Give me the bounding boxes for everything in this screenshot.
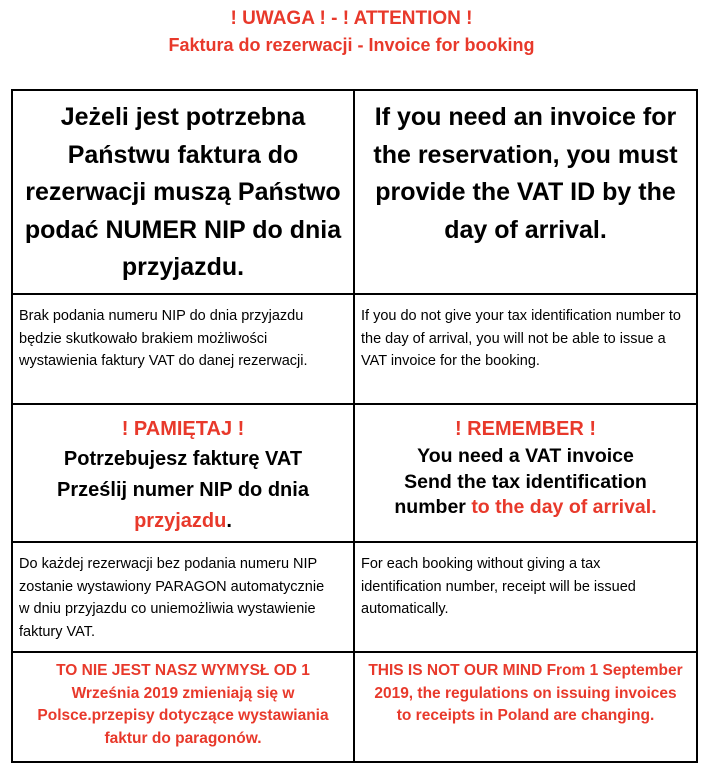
- cell-footer-pl: [12, 652, 354, 762]
- remember-line1-en: You need a VAT invoice: [417, 445, 634, 467]
- notice-subtitle: Faktura do rezerwacji - Invoice for booking: [168, 35, 535, 55]
- cell-remember-en: [354, 404, 697, 542]
- remember-block-en: [355, 405, 696, 521]
- detail-text-pl: Brak podania numeru NIP do dnia przyjazdu będzie skutkowało brakiem możliwości wystawienia faktury VAT do danej rezerwacji.: [19, 308, 308, 369]
- remember-heading-en: ! REMEMBER !: [454, 418, 597, 440]
- table-row: [12, 542, 697, 652]
- main-notice-pl: Jeżeli jest potrzebna Państwu faktura do rezerwacji muszą Państwo podać NUMER NIP do dnia przyjazdu.: [24, 103, 342, 281]
- detail-text-en: If you do not give your tax identification number to the day of arrival, you will not be able to issue a VAT invoice for the booking.: [361, 308, 681, 369]
- cell-receipt-pl: [12, 542, 354, 652]
- main-notice-en: If you need an invoice for the reservation, you must provide the VAT ID by the day of arrival.: [373, 103, 678, 244]
- table-row: [12, 652, 697, 762]
- receipt-text-pl: Do każdej rezerwacji bez podania numeru NIP zostanie wystawiony PARAGON automatycznie w dniu przyjazdu co uniemożliwia wystawienie faktury VAT.: [19, 556, 325, 640]
- cell-main-pl: [12, 90, 354, 294]
- remember-line3-en: [355, 495, 696, 521]
- remember-period-pl: .: [226, 510, 232, 532]
- remember-line1-pl: Potrzebujesz fakturę VAT: [63, 448, 303, 470]
- notice-header: [0, 6, 703, 58]
- remember-highlight-en: to the day of arrival.: [471, 496, 657, 518]
- table-row: [12, 404, 697, 542]
- cell-remember-pl: [12, 404, 354, 542]
- cell-footer-en: [354, 652, 697, 762]
- remember-heading-pl: ! PAMIĘTAJ !: [121, 418, 245, 440]
- receipt-text-en: For each booking without giving a tax identification number, receipt will be issued automatically.: [361, 556, 636, 617]
- cell-main-en: [354, 90, 697, 294]
- table-row: [12, 294, 697, 404]
- cell-receipt-en: [354, 542, 697, 652]
- cell-detail-pl: [12, 294, 354, 404]
- footer-text-pl: TO NIE JEST NASZ WYMYSŁ OD 1 Września 2019 zmieniają się w Polsce.przepisy dotyczące wystawiania faktur do paragonów.: [37, 662, 329, 747]
- notice-title: ! UWAGA ! - ! ATTENTION !: [230, 8, 473, 29]
- remember-line3-pl: [13, 506, 353, 537]
- table-row: [12, 90, 697, 294]
- remember-block-pl: [13, 405, 353, 537]
- remember-lead-en: number: [394, 496, 472, 518]
- remember-line2-en: Send the tax identification: [404, 470, 647, 493]
- cell-detail-en: [354, 294, 697, 404]
- footer-text-en: THIS IS NOT OUR MIND From 1 September 2019, the regulations on issuing invoices to receipts in Poland are changing.: [368, 662, 683, 724]
- remember-highlight-pl: przyjazdu: [134, 510, 227, 532]
- notice-table: [11, 89, 698, 763]
- remember-line2-pl: Prześlij numer NIP do dnia: [57, 479, 309, 501]
